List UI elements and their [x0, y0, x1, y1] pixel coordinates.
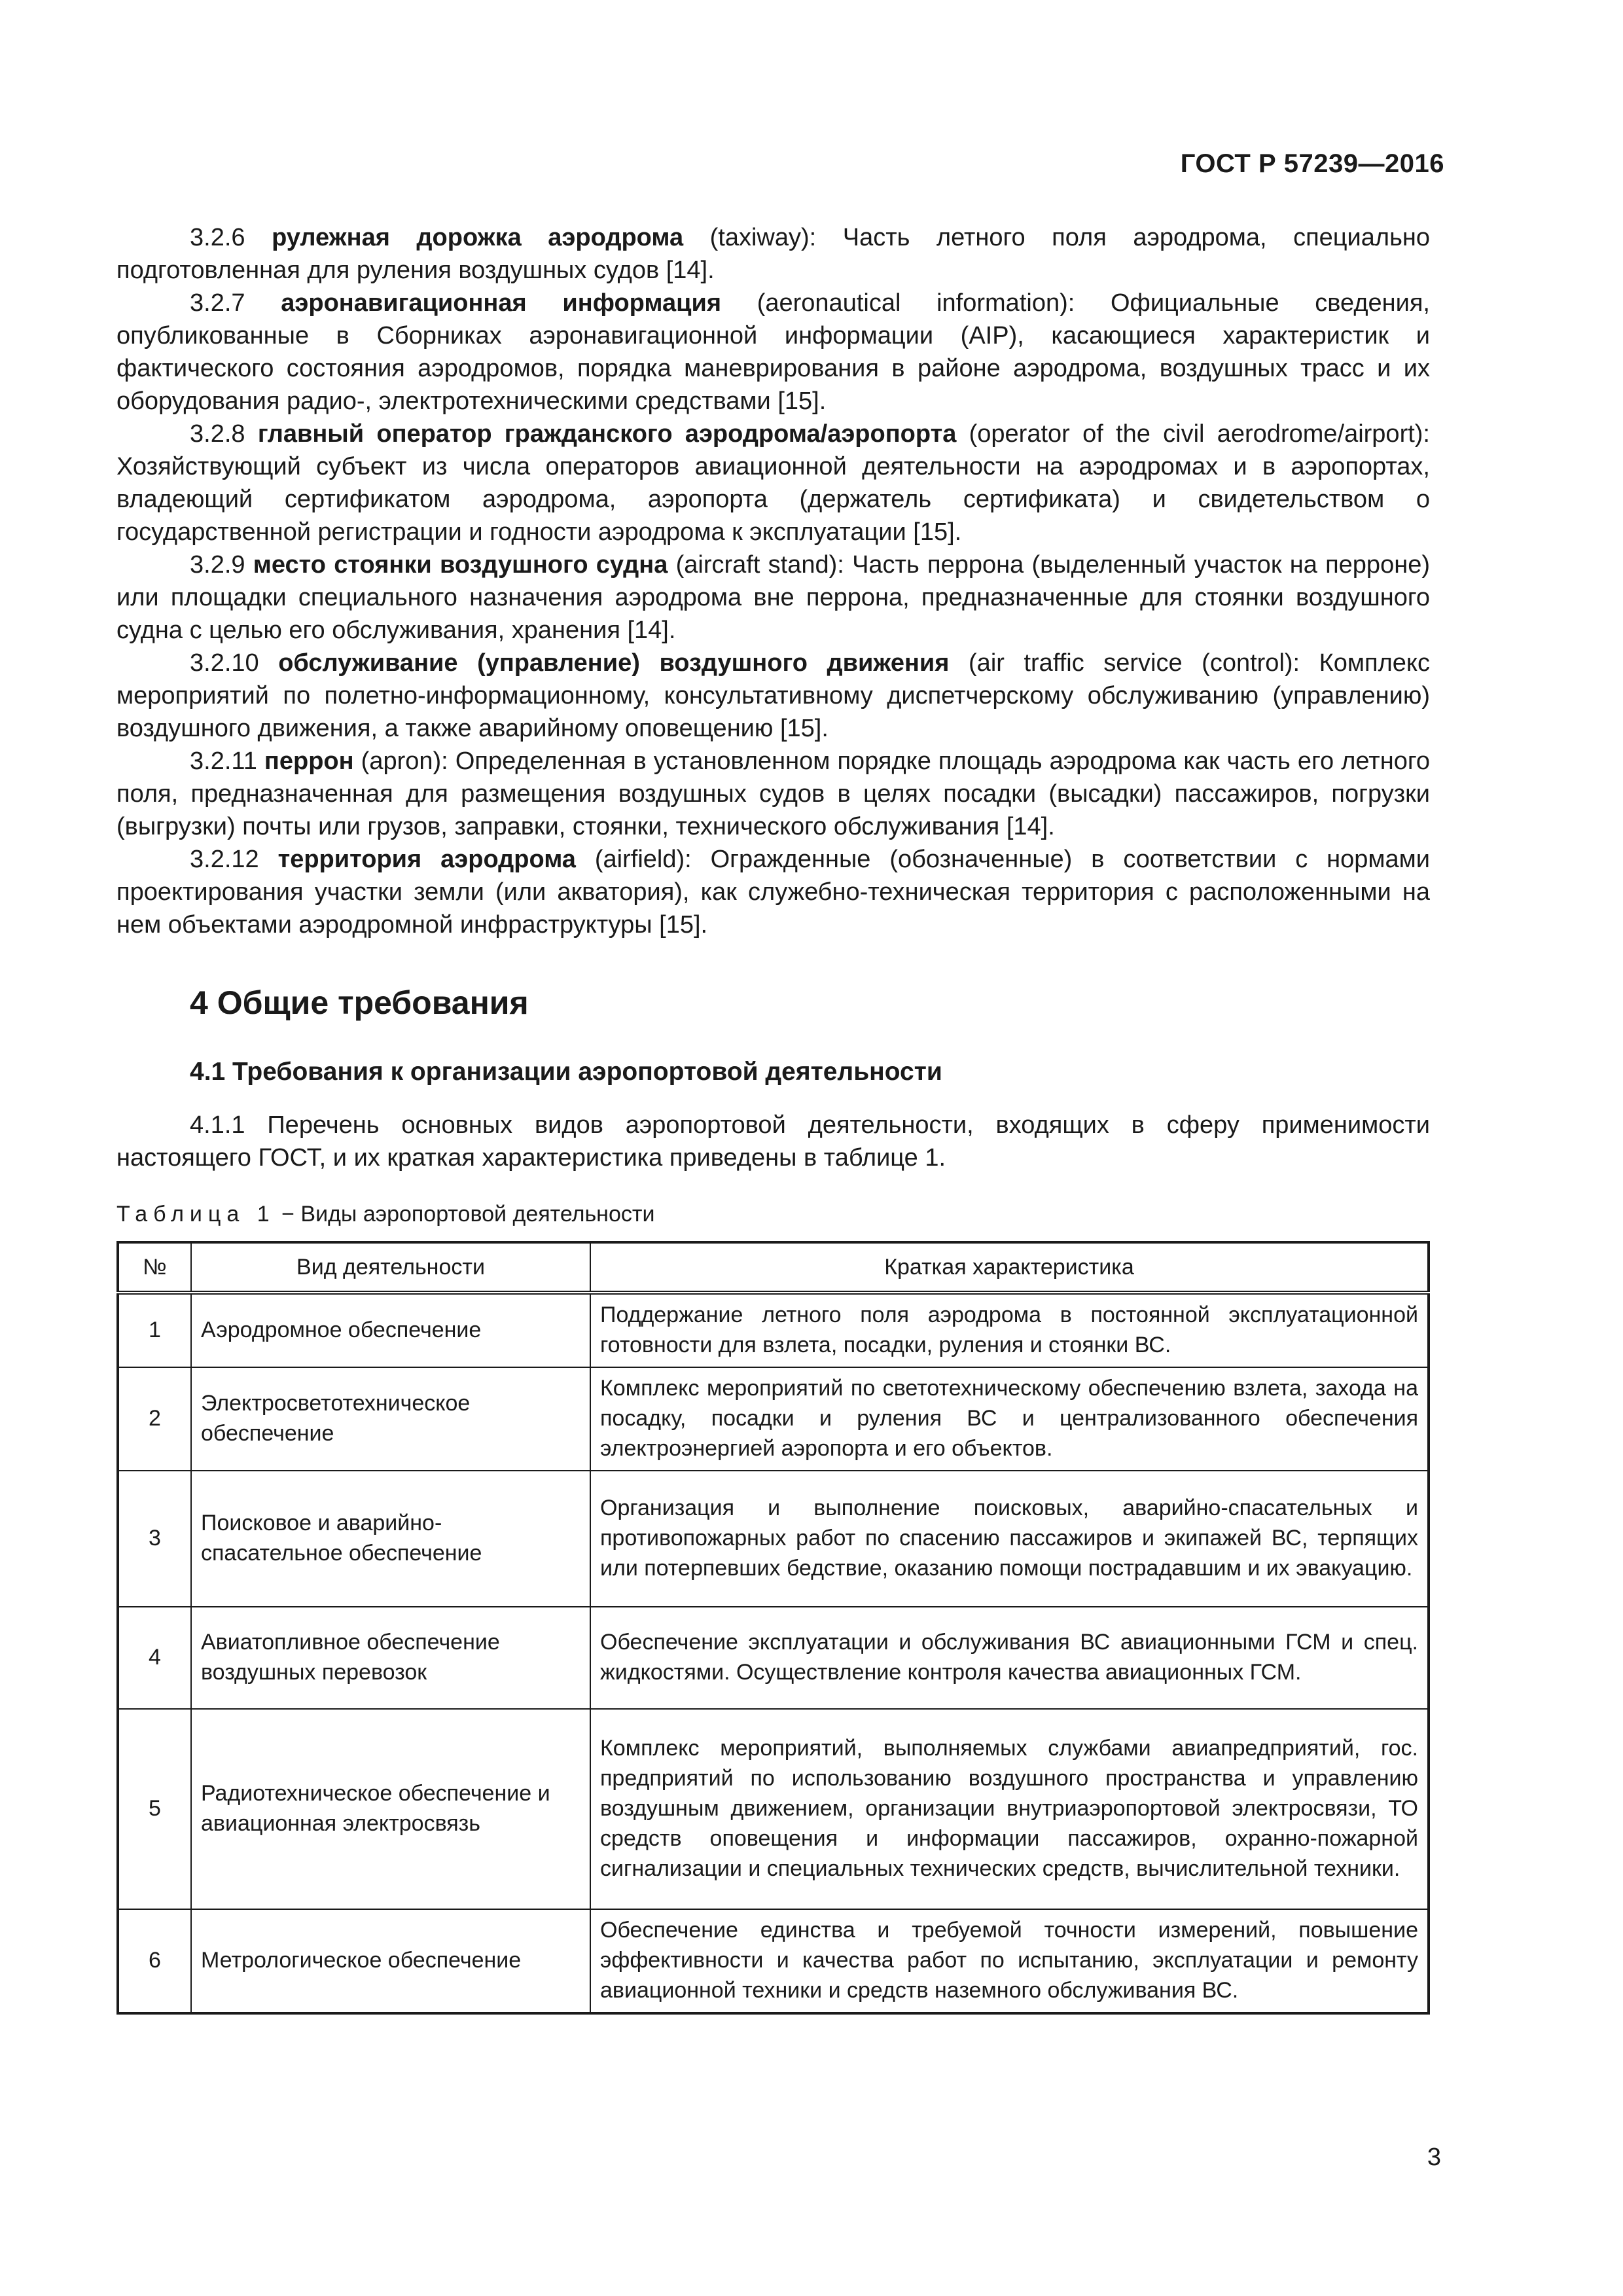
table-row [118, 1293, 1429, 1367]
subsection-heading: 4.1 Требования к организации аэропортовой деятельности [190, 1058, 942, 1086]
table-caption-text: − Виды аэропортовой деятельности [275, 1202, 655, 1227]
definition-term: место стоянки воздушного судна [253, 551, 668, 579]
definition-text: (air traffic service (control): Комплекс мероприятий по полетно-информационному, консультативному диспетчерскому обслуживанию (управлению) воздушного движения, а также аварийному оповещению [15]. [116, 649, 1430, 742]
row-number: 4 [118, 1607, 191, 1709]
definition-term: перрон [264, 747, 354, 775]
row-kind: Электросветотехническое обеспечение [191, 1367, 590, 1471]
table-caption-label: Таблица 1 [116, 1202, 276, 1227]
row-kind: Авиатопливное обеспечение воздушных перевозок [191, 1607, 590, 1709]
document-code-header: ГОСТ Р 57239—2016 [1180, 149, 1444, 178]
row-description: Организация и выполнение поисковых, аварийно-спасательных и противопожарных работ по спасению пассажиров и экипажей ВС, терпящих или потерпевших бедствие, оказанию помощи пострадавшим и их эвакуацию. [590, 1471, 1429, 1607]
row-number: 3 [118, 1471, 191, 1607]
table-header-row [118, 1242, 1429, 1293]
definition-number: 3.2.7 [190, 289, 245, 317]
definition-text: (aeronautical information): Официальные сведения, опубликованные в Сборниках аэронавигационной информации (AIP), касающиеся характеристик и фактического состояния аэродромов, порядка маневрирования в районе аэродрома, воздушных трасс и их оборудования радио-, электротехническими средствами [15]. [116, 289, 1430, 415]
table-row [118, 1709, 1429, 1909]
definition-term: аэронавигационная информация [281, 289, 722, 317]
page-number: 3 [1427, 2144, 1441, 2171]
column-header-description: Краткая характеристика [590, 1242, 1429, 1293]
paragraph-4-1-1: 4.1.1 Перечень основных видов аэропортовой деятельности, входящих в сферу применимости настоящего ГОСТ, и их краткая характеристика приведены в таблице 1. [116, 1111, 1430, 1172]
table-row [118, 1367, 1429, 1471]
definition-3-2-9 [116, 548, 1430, 647]
row-kind: Поисковое и аварийно-спасательное обеспечение [191, 1471, 590, 1607]
row-number: 5 [118, 1709, 191, 1909]
definition-term: территория аэродрома [277, 846, 576, 873]
definition-3-2-10 [116, 647, 1430, 745]
definition-term: обслуживание (управление) воздушного движения [278, 649, 950, 677]
definition-3-2-11 [116, 745, 1430, 843]
row-description: Поддержание летного поля аэродрома в постоянной эксплуатационной готовности для взлета, посадки, руления и стоянки ВС. [590, 1293, 1429, 1367]
section-heading: 4 Общие требования [190, 984, 529, 1021]
column-header-kind: Вид деятельности [191, 1242, 590, 1293]
table-row [118, 1471, 1429, 1607]
row-number: 6 [118, 1909, 191, 2013]
definition-number: 3.2.9 [190, 551, 245, 579]
definition-number: 3.2.12 [190, 846, 259, 873]
definition-text: (aircraft stand): Часть перрона (выделенный участок на перроне) или площадки специального назначения аэродрома вне перрона, предназначенные для стоянки воздушного судна с целью его обслуживания, хранения [14]. [116, 551, 1430, 644]
row-description: Комплекс мероприятий, выполняемых службами авиапредприятий, гос. предприятий по использованию воздушного пространства и управлению воздушным движением, организации внутриаэропортовой электросвязи, ТО средств оповещения и информации пассажиров, охранно-пожарной сигнализации и специальных технических средств, вычислительной техники. [590, 1709, 1429, 1909]
definition-number: 3.2.11 [190, 747, 257, 775]
table-row [118, 1909, 1429, 2013]
row-kind: Аэродромное обеспечение [191, 1293, 590, 1367]
definition-number: 3.2.8 [190, 420, 245, 448]
definition-number: 3.2.6 [190, 224, 245, 251]
row-kind: Радиотехническое обеспечение и авиационная электросвязь [191, 1709, 590, 1909]
row-description: Обеспечение эксплуатации и обслуживания ВС авиационными ГСМ и спец. жидкостями. Осуществление контроля качества авиационных ГСМ. [590, 1607, 1429, 1709]
column-header-number: № [118, 1242, 191, 1293]
row-description: Обеспечение единства и требуемой точности измерений, повышение эффективности и качества работ по испытанию, эксплуатации и ремонту авиационной техники и средств наземного обслуживания ВС. [590, 1909, 1429, 2013]
row-kind: Метрологическое обеспечение [191, 1909, 590, 2013]
definition-3-2-8 [116, 418, 1430, 548]
row-number: 1 [118, 1293, 191, 1367]
definition-term: главный оператор гражданского аэродрома/аэропорта [257, 420, 957, 448]
definition-text: (apron): Определенная в установленном порядке площадь аэродрома как часть его летного поля, предназначенная для размещения воздушных судов в целях посадки (высадки) пассажиров, погрузки (выгрузки) почты или грузов, заправки, стоянки, технического обслуживания [14]. [116, 747, 1430, 840]
table-caption [116, 1199, 1430, 1229]
definition-number: 3.2.10 [190, 649, 259, 677]
row-description: Комплекс мероприятий по светотехническому обеспечению взлета, захода на посадку, посадки и руления ВС и централизованного обеспечения электроэнергией аэропорта и его объектов. [590, 1367, 1429, 1471]
definition-3-2-7 [116, 287, 1430, 418]
definition-text: (airfield): Огражденные (обозначенные) в соответствии с нормами проектирования участки земли (или акватория), как служебно-техническая территория с расположенными на нем объектами аэродромной инфраструктуры [15]. [116, 846, 1431, 939]
definition-3-2-6 [116, 221, 1430, 287]
page-content [116, 221, 1430, 2015]
definition-term: рулежная дорожка аэродрома [272, 224, 684, 251]
definition-text: (operator of the civil aerodrome/airport): Хозяйствующий субъект из числа операторов авиационной деятельности на аэродромах и в аэропортах, владеющий сертификатом аэродрома, аэропорта (держатель сертификата) и свидетельством о государственной регистрации и годности аэродрома к эксплуатации [15]. [116, 420, 1430, 546]
activities-table [116, 1241, 1430, 2015]
definition-text: (taxiway): Часть летного поля аэродрома, специально подготовленная для руления воздушных судов [14]. [116, 224, 1430, 284]
row-number: 2 [118, 1367, 191, 1471]
table-row [118, 1607, 1429, 1709]
definition-3-2-12 [116, 843, 1430, 941]
